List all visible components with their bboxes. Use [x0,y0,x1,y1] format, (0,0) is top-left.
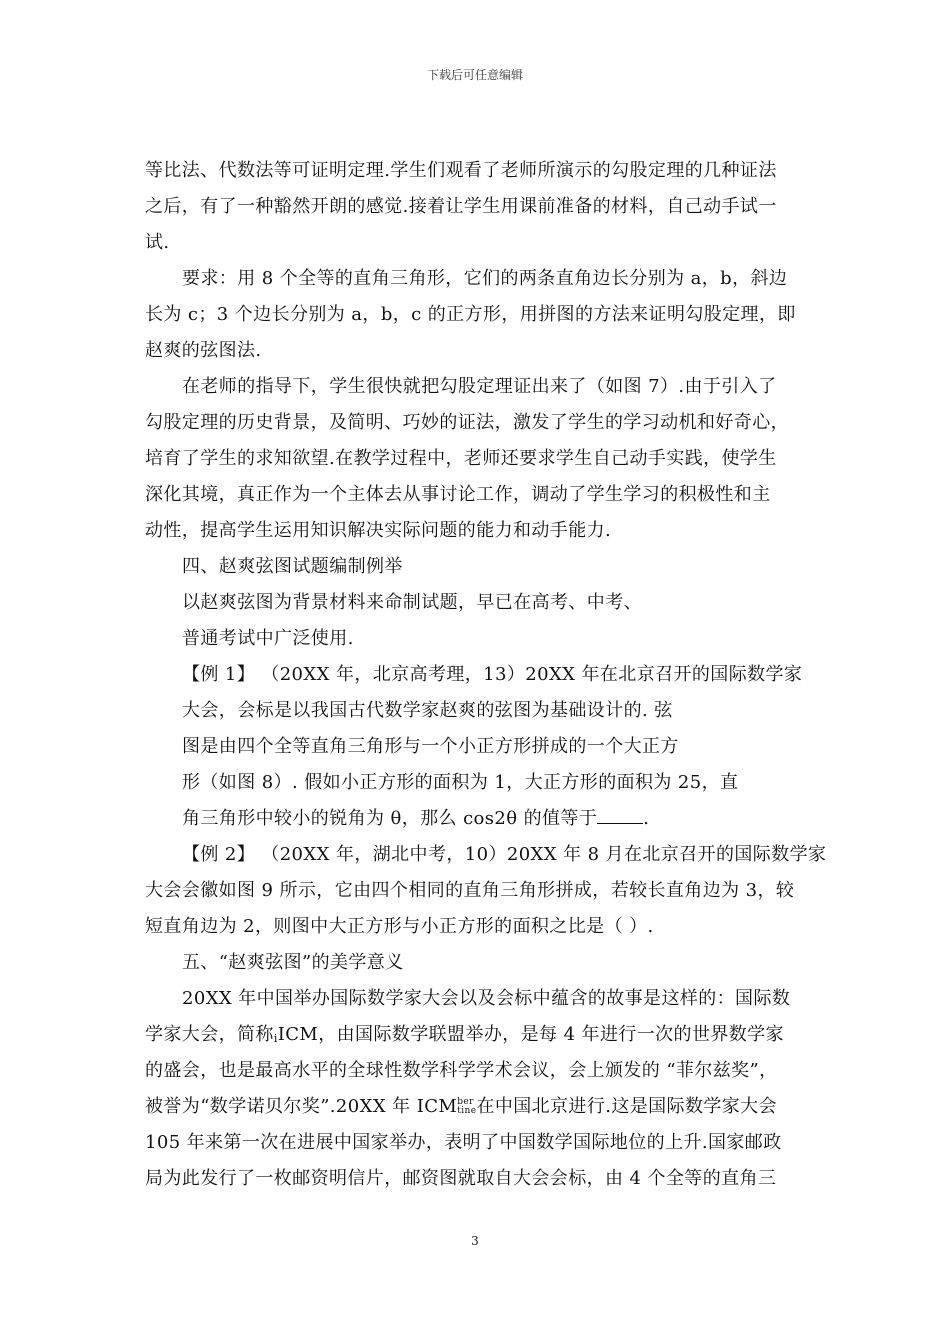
example-2-line-3: 短直角边为 2，则图中大正方形与小正方形的面积之比是（ ）. [145,916,654,937]
text-line-7: 在老师的指导下，学生很快就把勾股定理证出来了（如图 7）.由于引入了 [182,376,777,397]
text-line-14: 普通考试中广泛使用. [182,628,354,649]
text-line-25-part-1: 学家大会，简称 [145,1024,274,1045]
section-heading-5: 五、“赵爽弦图”的美学意义 [182,952,404,973]
small-mark: i [273,1032,278,1045]
example-1-line-3: 图是由四个全等直角三角形与一个小正方形拼成的一个大正方 [182,736,679,757]
text-line-27-part-2: 在中国北京进行.这是国际数学家大会 [476,1096,777,1117]
example-1-line-1: 【例 1】 （20XX 年，北京高考理，13）20XX 年在北京召开的国际数学家 [182,664,803,685]
text-line-10: 深化其境，真正作为一个主体去从事讨论工作，调动了学生学习的积极性和主 [145,484,771,505]
section-heading-4: 四、赵爽弦图试题编制例举 [182,556,403,577]
stacked-note-bottom: tine [457,1106,477,1116]
text-line-6: 赵爽的弦图法. [145,340,262,361]
stacked-note-top: ber [457,1097,474,1107]
text-line-1: 等比法、代数法等可证明定理.学生们观看了老师所演示的勾股定理的几种证法 [145,160,777,181]
text-line-2: 之后，有了一种豁然开朗的感觉.接着让学生用课前准备的材料，自己动手试一 [145,196,777,217]
text-line-25 [145,1022,784,1052]
example-1-line-4: 形（如图 8）. 假如小正方形的面积为 1，大正方形的面积为 25，直 [182,772,739,793]
page-number: 3 [471,1234,479,1248]
text-line-27 [145,1094,777,1120]
text-line-4: 要求：用 8 个全等的直角三角形，它们的两条直角边长分别为 a，b，斜边 [182,268,788,289]
text-line-11: 动性，提高学生运用知识解决实际问题的能力和动手能力. [145,520,612,541]
example-1-line-2: 大会，会标是以我国古代数学家赵爽的弦图为基础设计的. 弦 [182,700,673,721]
text-line-24: 20XX 年中国举办国际数学家大会以及会标中蕴含的故事是这样的：国际数 [182,988,791,1009]
example-1-line-5 [182,806,649,832]
text-line-3: 试. [145,232,170,253]
text-line-5: 长为 c；3 个边长分别为 a，b，c 的正方形，用拼图的方法来证明勾股定理，即 [145,304,796,325]
text-line-9: 培育了学生的求知欲望.在教学过程中，老师还要求学生自己动手实践，使学生 [145,448,777,469]
page-header: 下载后可任意编辑 [426,68,523,82]
text-line-27-part-1: 被誉为“数学诺贝尔奖”.20XX 年 ICM [145,1096,458,1117]
example-2-line-2: 大会会徽如图 9 所示，它由四个相同的直角三角形拼成，若较长直角边为 3，较 [145,880,795,901]
example-1-question: 角三角形中较小的锐角为 θ，那么 cos2θ 的值等于 [182,808,598,829]
text-line-28: 105 年来第一次在进展中国家举办，表明了中国数学国际地位的上升.国家邮政 [145,1132,782,1153]
text-line-26: 的盛会，也是最高水平的全球性数学科学学术会议，会上颁发的 “菲尔兹奖”， [145,1060,778,1081]
stacked-note [457,1098,476,1116]
end-period: . [643,808,650,829]
answer-blank [597,809,643,824]
example-2-line-1: 【例 2】 （20XX 年，湖北中考，10）20XX 年 8 月在北京召开的国际数学家 [182,844,827,865]
text-line-25-part-2: ICM，由国际数学联盟举办，是每 4 年进行一次的世界数学家 [277,1024,784,1045]
text-line-29: 局为此发行了一枚邮资明信片，邮资图就取自大会会标，由 4 个全等的直角三 [145,1168,777,1189]
text-line-13: 以赵爽弦图为背景材料来命制试题，早已在高考、中考、 [182,592,642,613]
text-line-8: 勾股定理的历史背景，及简明、巧妙的证法，激发了学生的学习动机和好奇心， [145,412,789,433]
